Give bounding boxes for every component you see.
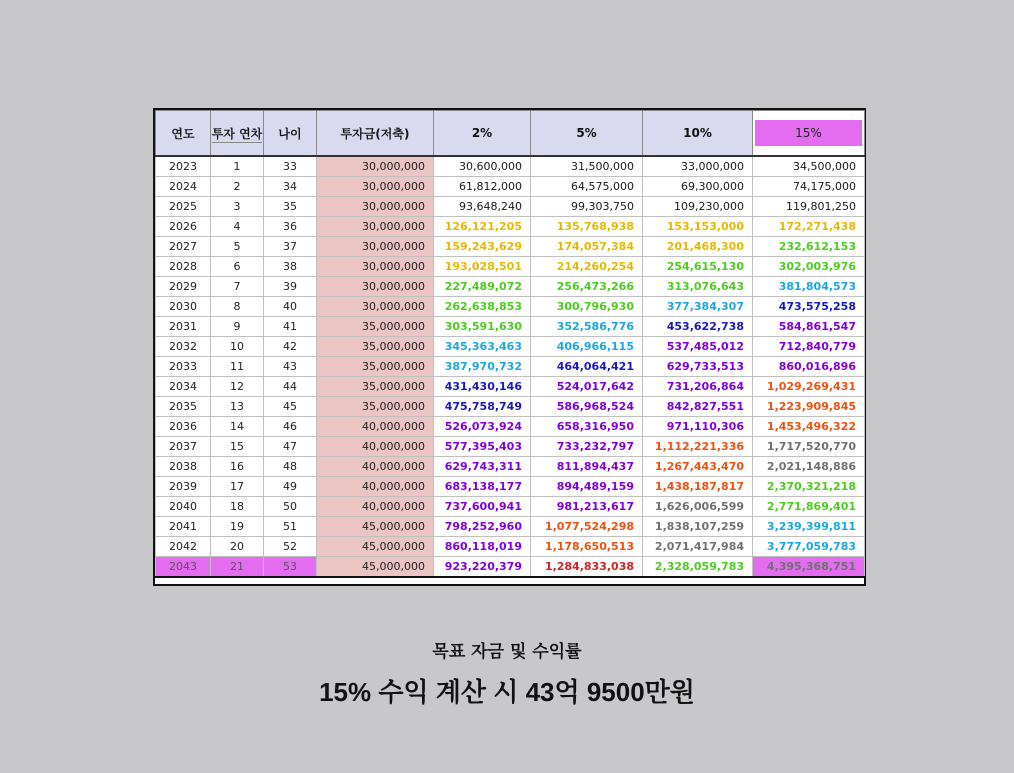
caption-title: 15% 수익 계산 시 43억 9500만원 [319,677,695,707]
cell-rate-5: 733,232,797 [531,437,643,457]
cell-rate-5: 894,489,159 [531,477,643,497]
cell-rate-15: 1,223,909,845 [753,397,865,417]
table-row [156,297,865,317]
cell-rate-2: 475,758,749 [434,397,531,417]
table-row [156,357,865,377]
cell-years-invested: 3 [211,197,264,217]
cell-rate-15: 1,717,520,770 [753,437,865,457]
cell-investment: 30,000,000 [317,156,434,177]
cell-year: 2035 [156,397,211,417]
cell-rate-2: 262,638,853 [434,297,531,317]
cell-years-invested: 21 [211,557,264,578]
cell-rate-10: 33,000,000 [643,156,753,177]
cell-rate-5: 1,077,524,298 [531,517,643,537]
cell-years-invested: 17 [211,477,264,497]
cell-year: 2026 [156,217,211,237]
cell-rate-10: 971,110,306 [643,417,753,437]
table-row [156,477,865,497]
table-row [156,517,865,537]
cell-rate-5: 658,316,950 [531,417,643,437]
cell-rate-15: 473,575,258 [753,297,865,317]
cell-rate-5: 1,284,833,038 [531,557,643,578]
cell-rate-2: 923,220,379 [434,557,531,578]
cell-investment: 30,000,000 [317,237,434,257]
cell-rate-2: 387,970,732 [434,357,531,377]
cell-year: 2033 [156,357,211,377]
cell-investment: 45,000,000 [317,537,434,557]
cell-years-invested: 9 [211,317,264,337]
cell-years-invested: 14 [211,417,264,437]
cell-rate-2: 227,489,072 [434,277,531,297]
cell-year: 2027 [156,237,211,257]
cell-age: 43 [264,357,317,377]
cell-rate-15: 860,016,896 [753,357,865,377]
cell-years-invested: 11 [211,357,264,377]
cell-rate-10: 1,112,221,336 [643,437,753,457]
cell-rate-2: 798,252,960 [434,517,531,537]
cell-rate-5: 464,064,421 [531,357,643,377]
cell-rate-2: 431,430,146 [434,377,531,397]
cell-investment: 40,000,000 [317,477,434,497]
cell-rate-2: 629,743,311 [434,457,531,477]
cell-rate-15: 2,370,321,218 [753,477,865,497]
cell-rate-5: 300,796,930 [531,297,643,317]
cell-rate-15: 381,804,573 [753,277,865,297]
cell-year: 2023 [156,156,211,177]
cell-year: 2038 [156,457,211,477]
cell-rate-10: 69,300,000 [643,177,753,197]
cell-investment: 35,000,000 [317,317,434,337]
cell-rate-5: 214,260,254 [531,257,643,277]
cell-year: 2041 [156,517,211,537]
cell-rate-5: 352,586,776 [531,317,643,337]
cell-rate-10: 453,622,738 [643,317,753,337]
cell-rate-15: 302,003,976 [753,257,865,277]
cell-years-invested: 13 [211,397,264,417]
cell-age: 46 [264,417,317,437]
table-row [156,217,865,237]
cell-rate-5: 135,768,938 [531,217,643,237]
cell-age: 49 [264,477,317,497]
cell-rate-2: 159,243,629 [434,237,531,257]
cell-years-invested: 4 [211,217,264,237]
cell-investment: 30,000,000 [317,277,434,297]
cell-rate-2: 577,395,403 [434,437,531,457]
cell-year: 2042 [156,537,211,557]
table-row [156,317,865,337]
cell-rate-5: 1,178,650,513 [531,537,643,557]
cell-years-invested: 12 [211,377,264,397]
header-year: 연도 [156,111,211,157]
cell-year: 2025 [156,197,211,217]
cell-year: 2030 [156,297,211,317]
table-row [156,197,865,217]
cell-investment: 40,000,000 [317,497,434,517]
cell-investment: 30,000,000 [317,297,434,317]
cell-investment: 40,000,000 [317,437,434,457]
cell-rate-15: 3,777,059,783 [753,537,865,557]
cell-rate-2: 93,648,240 [434,197,531,217]
header-rate-2: 2% [434,111,531,157]
cell-rate-10: 1,626,006,599 [643,497,753,517]
cell-age: 50 [264,497,317,517]
cell-years-invested: 5 [211,237,264,257]
cell-year: 2036 [156,417,211,437]
cell-rate-15: 584,861,547 [753,317,865,337]
cell-year: 2037 [156,437,211,457]
cell-rate-15: 172,271,438 [753,217,865,237]
cell-age: 40 [264,297,317,317]
cell-years-invested: 10 [211,337,264,357]
cell-rate-15: 712,840,779 [753,337,865,357]
header-investment: 투자금(저축) [317,111,434,157]
cell-rate-10: 731,206,864 [643,377,753,397]
table-row [156,257,865,277]
cell-investment: 35,000,000 [317,337,434,357]
caption-subtitle: 목표 자금 및 수익률 [432,642,582,662]
cell-rate-2: 526,073,924 [434,417,531,437]
cell-rate-10: 201,468,300 [643,237,753,257]
cell-rate-2: 303,591,630 [434,317,531,337]
cell-age: 37 [264,237,317,257]
cell-rate-2: 683,138,177 [434,477,531,497]
cell-age: 35 [264,197,317,217]
cell-years-invested: 8 [211,297,264,317]
cell-rate-5: 99,303,750 [531,197,643,217]
cell-age: 48 [264,457,317,477]
cell-rate-5: 524,017,642 [531,377,643,397]
cell-investment: 35,000,000 [317,397,434,417]
cell-age: 52 [264,537,317,557]
cell-rate-10: 2,071,417,984 [643,537,753,557]
cell-rate-15: 232,612,153 [753,237,865,257]
cell-rate-10: 1,267,443,470 [643,457,753,477]
cell-investment: 30,000,000 [317,177,434,197]
table-row [156,497,865,517]
cell-rate-2: 345,363,463 [434,337,531,357]
cell-years-invested: 18 [211,497,264,517]
cell-investment: 45,000,000 [317,517,434,537]
cell-rate-15: 2,021,148,886 [753,457,865,477]
cell-rate-10: 377,384,307 [643,297,753,317]
cell-age: 39 [264,277,317,297]
cell-age: 53 [264,557,317,578]
cell-rate-5: 586,968,524 [531,397,643,417]
header-age: 나이 [264,111,317,157]
cell-rate-5: 64,575,000 [531,177,643,197]
cell-rate-2: 193,028,501 [434,257,531,277]
cell-rate-5: 406,966,115 [531,337,643,357]
table-row [156,337,865,357]
cell-year: 2032 [156,337,211,357]
cell-rate-2: 126,121,205 [434,217,531,237]
header-row [156,111,865,157]
table-row [156,156,865,177]
cell-investment: 30,000,000 [317,197,434,217]
cell-rate-10: 2,328,059,783 [643,557,753,578]
cell-age: 38 [264,257,317,277]
cell-age: 42 [264,337,317,357]
cell-rate-2: 737,600,941 [434,497,531,517]
cell-age: 44 [264,377,317,397]
cell-age: 47 [264,437,317,457]
table-row [156,177,865,197]
cell-rate-15: 1,029,269,431 [753,377,865,397]
cell-years-invested: 2 [211,177,264,197]
table-row [156,237,865,257]
cell-age: 41 [264,317,317,337]
cell-investment: 35,000,000 [317,357,434,377]
cell-years-invested: 7 [211,277,264,297]
cell-investment: 30,000,000 [317,257,434,277]
cell-year: 2039 [156,477,211,497]
header-years-invested: 투자 연차 [211,111,264,157]
cell-year: 2031 [156,317,211,337]
cell-rate-10: 1,838,107,259 [643,517,753,537]
cell-years-invested: 19 [211,517,264,537]
header-rate-10: 10% [643,111,753,157]
cell-age: 36 [264,217,317,237]
cell-rate-10: 1,438,187,817 [643,477,753,497]
table-row [156,437,865,457]
cell-years-invested: 15 [211,437,264,457]
cell-year: 2040 [156,497,211,517]
cell-age: 34 [264,177,317,197]
cell-rate-5: 31,500,000 [531,156,643,177]
table-row [156,397,865,417]
spreadsheet-table [153,108,866,586]
cell-year: 2028 [156,257,211,277]
cell-rate-5: 811,894,437 [531,457,643,477]
cell-rate-10: 153,153,000 [643,217,753,237]
table-row [156,557,865,578]
cell-year: 2024 [156,177,211,197]
cell-rate-5: 981,213,617 [531,497,643,517]
cell-rate-15: 3,239,399,811 [753,517,865,537]
cell-rate-10: 254,615,130 [643,257,753,277]
cell-rate-15: 2,771,869,401 [753,497,865,517]
cell-years-invested: 6 [211,257,264,277]
cell-investment: 40,000,000 [317,417,434,437]
cell-rate-10: 629,733,513 [643,357,753,377]
table-body [156,156,865,577]
cell-rate-2: 61,812,000 [434,177,531,197]
cell-rate-15: 34,500,000 [753,156,865,177]
cell-rate-2: 30,600,000 [434,156,531,177]
cell-age: 45 [264,397,317,417]
header-rate-15: 15% [753,111,865,157]
cell-rate-15: 1,453,496,322 [753,417,865,437]
cell-investment: 45,000,000 [317,557,434,578]
cell-rate-5: 174,057,384 [531,237,643,257]
cell-rate-15: 74,175,000 [753,177,865,197]
cell-rate-10: 313,076,643 [643,277,753,297]
cell-years-invested: 20 [211,537,264,557]
cell-years-invested: 1 [211,156,264,177]
table-row [156,417,865,437]
cell-age: 33 [264,156,317,177]
cell-rate-10: 842,827,551 [643,397,753,417]
table-row [156,457,865,477]
header-rate-5: 5% [531,111,643,157]
cell-rate-10: 109,230,000 [643,197,753,217]
cell-rate-10: 537,485,012 [643,337,753,357]
cell-rate-2: 860,118,019 [434,537,531,557]
cell-age: 51 [264,517,317,537]
cell-investment: 35,000,000 [317,377,434,397]
cell-investment: 40,000,000 [317,457,434,477]
cell-year: 2043 [156,557,211,578]
cell-rate-15: 4,395,368,751 [753,557,865,578]
table-row [156,277,865,297]
cell-year: 2029 [156,277,211,297]
cell-investment: 30,000,000 [317,217,434,237]
cell-years-invested: 16 [211,457,264,477]
table-row [156,377,865,397]
cell-rate-15: 119,801,250 [753,197,865,217]
cell-rate-5: 256,473,266 [531,277,643,297]
table-row [156,537,865,557]
cell-year: 2034 [156,377,211,397]
